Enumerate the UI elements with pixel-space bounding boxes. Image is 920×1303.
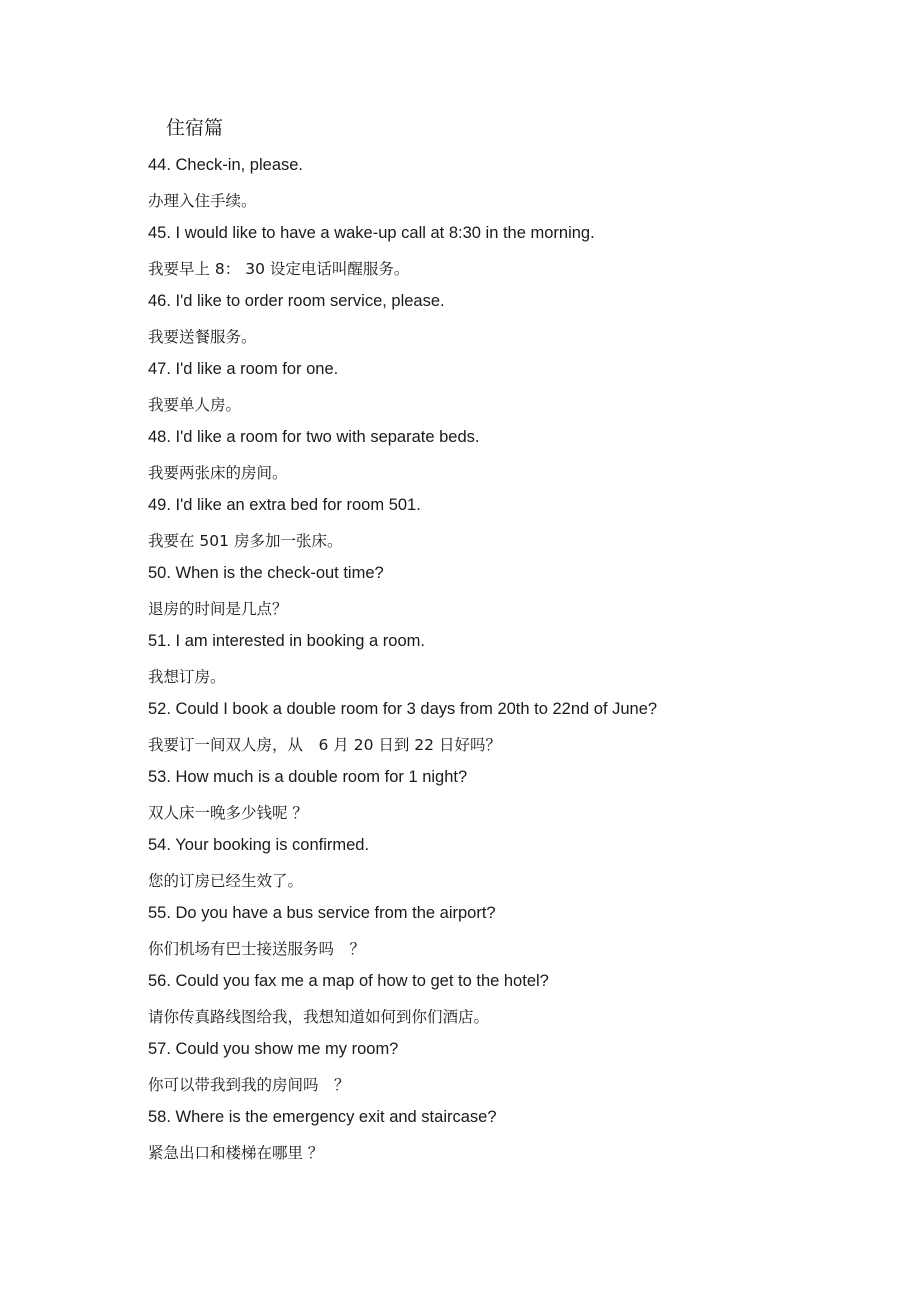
phrase-entry <box>148 898 868 966</box>
english-phrase: 52. Could I book a double room for 3 days from 20th to 22nd of June? <box>148 700 658 718</box>
english-phrase: 53. How much is a double room for 1 night? <box>148 768 468 786</box>
chinese-translation: 我要订一间双人房，从 6 月 20 日到 22 日好吗？ <box>148 736 501 754</box>
chinese-translation: 退房的时间是几点？ <box>148 600 288 618</box>
phrase-entry <box>148 830 868 898</box>
chinese-translation: 我要两张床的房间。 <box>148 464 288 482</box>
phrase-entry <box>148 1034 868 1102</box>
chinese-translation: 我要单人房。 <box>148 396 242 414</box>
english-phrase: 47. I'd like a room for one. <box>148 360 339 378</box>
chinese-translation: 我要送餐服务。 <box>148 328 257 346</box>
english-phrase: 57. Could you show me my room? <box>148 1040 399 1058</box>
phrase-list <box>148 150 868 1170</box>
english-phrase: 58. Where is the emergency exit and staircase? <box>148 1108 497 1126</box>
chinese-translation: 您的订房已经生效了。 <box>148 872 304 890</box>
english-phrase: 54. Your booking is confirmed. <box>148 836 370 854</box>
phrase-entry <box>148 490 868 558</box>
phrase-entry <box>148 762 868 830</box>
english-phrase: 49. I'd like an extra bed for room 501. <box>148 496 421 514</box>
phrase-entry <box>148 150 868 218</box>
phrase-entry <box>148 694 868 762</box>
english-phrase: 44. Check-in, please. <box>148 156 304 174</box>
english-phrase: 50. When is the check-out time? <box>148 564 384 582</box>
phrase-entry <box>148 354 868 422</box>
english-phrase: 45. I would like to have a wake-up call at 8:30 in the morning. <box>148 224 595 242</box>
chinese-translation: 紧急出口和楼梯在哪里 ？ <box>148 1144 324 1162</box>
chinese-translation: 办理入住手续。 <box>148 192 257 210</box>
phrase-entry <box>148 966 868 1034</box>
english-phrase: 48. I'd like a room for two with separate beds. <box>148 428 480 446</box>
english-phrase: 55. Do you have a bus service from the airport? <box>148 904 496 922</box>
chinese-translation: 你可以带我到我的房间吗 ？ <box>148 1076 350 1094</box>
chinese-translation: 双人床一晚多少钱呢 ？ <box>148 804 308 822</box>
section-title: 住宿篇 <box>166 117 224 139</box>
english-phrase: 46. I'd like to order room service, please. <box>148 292 445 310</box>
english-phrase: 56. Could you fax me a map of how to get to the hotel? <box>148 972 549 990</box>
phrase-entry <box>148 422 868 490</box>
chinese-translation: 我要在 501 房多加一张床。 <box>148 532 343 550</box>
chinese-translation: 我要早上 8： 30 设定电话叫醒服务。 <box>148 260 410 278</box>
phrase-entry <box>148 218 868 286</box>
chinese-translation: 我想订房。 <box>148 668 226 686</box>
chinese-translation: 你们机场有巴士接送服务吗 ？ <box>148 940 366 958</box>
phrase-entry <box>148 1102 868 1170</box>
phrase-entry <box>148 626 868 694</box>
phrase-entry <box>148 558 868 626</box>
chinese-translation: 请你传真路线图给我，我想知道如何到你们酒店。 <box>148 1008 490 1026</box>
phrase-entry <box>148 286 868 354</box>
english-phrase: 51. I am interested in booking a room. <box>148 632 425 650</box>
